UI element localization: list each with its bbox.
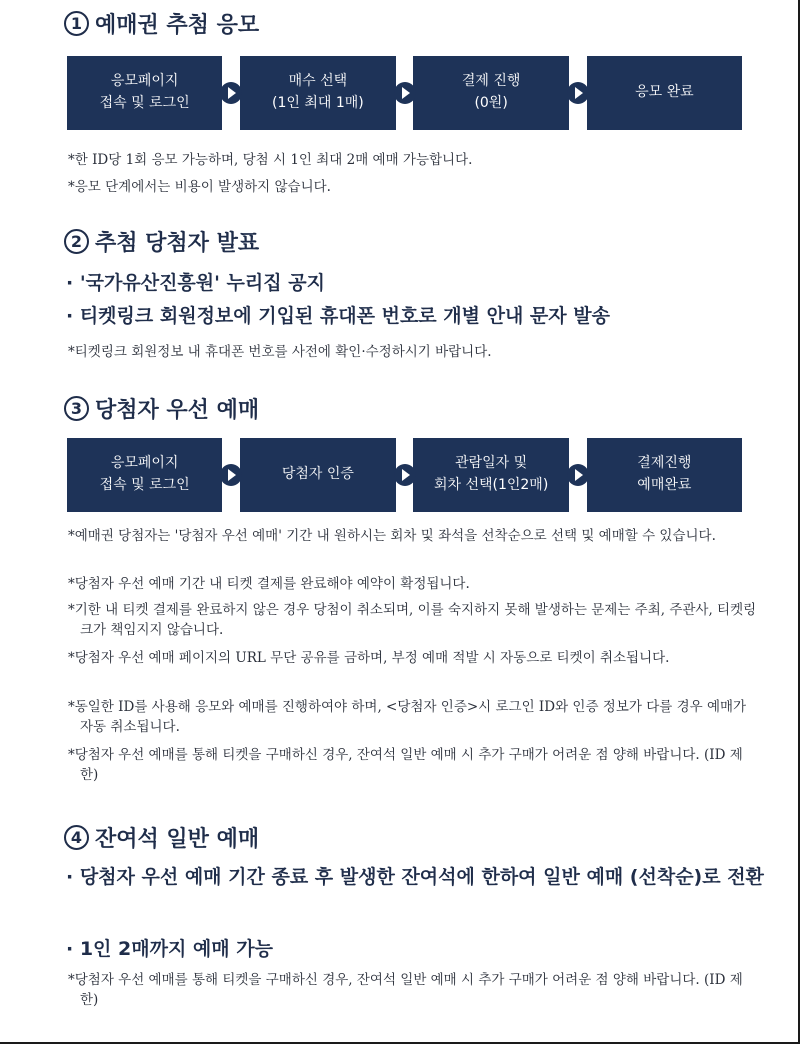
section-3-title-text: 당첨자 우선 예매	[95, 398, 260, 423]
section-4-title-text: 잔여석 일반 예매	[95, 827, 260, 852]
section-2-title-text: 추첨 당첨자 발표	[95, 231, 260, 256]
section-3-number: 3	[64, 396, 89, 421]
section-1-title	[64, 8, 259, 39]
step-box: 당첨자 인증	[240, 438, 395, 512]
bullet-item: · 당첨자 우선 예매 기간 종료 후 발생한 잔여석에 한하여 일반 예매 (선착순)로 전환	[66, 866, 764, 888]
note: *기한 내 티켓 결제를 완료하지 않은 경우 당첨이 취소되며, 이를 숙지하지 못해 발생하는 문제는 주최, 주관사, 티켓링크가 책임지지 않습니다.	[68, 602, 757, 638]
section-4-title	[64, 822, 259, 853]
step-arrow-icon	[396, 56, 414, 130]
step-arrow-icon	[396, 438, 414, 512]
section-3-steps	[67, 438, 742, 512]
section-4-number: 4	[64, 825, 89, 850]
section-1-number: 1	[64, 11, 89, 36]
step-arrow-icon	[569, 56, 587, 130]
note: *당첨자 우선 예매를 통해 티켓을 구매하신 경우, 잔여석 일반 예매 시 추가 구매가 어려운 점 양해 바랍니다. (ID 제한)	[68, 747, 743, 783]
step-box: 관람일자 및 회차 선택(1인2매)	[413, 438, 568, 512]
bullet-item: · 티켓링크 회원정보에 기입된 휴대폰 번호로 개별 안내 문자 발송	[66, 305, 610, 327]
section-3-title	[64, 393, 259, 424]
bullet-item: · 1인 2매까지 예매 가능	[66, 938, 273, 960]
step-arrow-icon	[222, 438, 240, 512]
note: *예매권 당첨자는 '당첨자 우선 예매' 기간 내 원하시는 회차 및 좌석을 선착순으로 선택 및 예매할 수 있습니다.	[68, 528, 716, 544]
section-2-number: 2	[64, 229, 89, 254]
note: *응모 단계에서는 비용이 발생하지 않습니다.	[68, 179, 331, 195]
step-box: 매수 선택 (1인 최대 1매)	[240, 56, 395, 130]
note: *당첨자 우선 예매 기간 내 티켓 결제를 완료해야 예약이 확정됩니다.	[68, 576, 470, 592]
note: *동일한 ID를 사용해 응모와 예매를 진행하여야 하며, <당첨자 인증>시 로그인 ID와 인증 정보가 다를 경우 예매가 자동 취소됩니다.	[68, 699, 747, 735]
bullet-item: · '국가유산진흥원' 누리집 공지	[66, 272, 325, 294]
step-arrow-icon	[222, 56, 240, 130]
note: *당첨자 우선 예매 페이지의 URL 무단 공유를 금하며, 부정 예매 적발 시 자동으로 티켓이 취소됩니다.	[68, 650, 670, 666]
section-1-steps	[67, 56, 742, 130]
step-box: 응모페이지 접속 및 로그인	[67, 56, 222, 130]
section-2-title	[64, 226, 259, 257]
step-box: 결제 진행 (0원)	[413, 56, 568, 130]
step-box: 응모 완료	[587, 56, 742, 130]
note: *한 ID당 1회 응모 가능하며, 당첨 시 1인 최대 2매 예매 가능합니다.	[68, 152, 473, 168]
note: *티켓링크 회원정보 내 휴대폰 번호를 사전에 확인·수정하시기 바랍니다.	[68, 344, 492, 360]
step-arrow-icon	[569, 438, 587, 512]
section-1-title-text: 예매권 추첨 응모	[95, 13, 260, 38]
note: *당첨자 우선 예매를 통해 티켓을 구매하신 경우, 잔여석 일반 예매 시 추가 구매가 어려운 점 양해 바랍니다. (ID 제한)	[68, 972, 743, 1008]
step-box: 결제진행 예매완료	[587, 438, 742, 512]
step-box: 응모페이지 접속 및 로그인	[67, 438, 222, 512]
